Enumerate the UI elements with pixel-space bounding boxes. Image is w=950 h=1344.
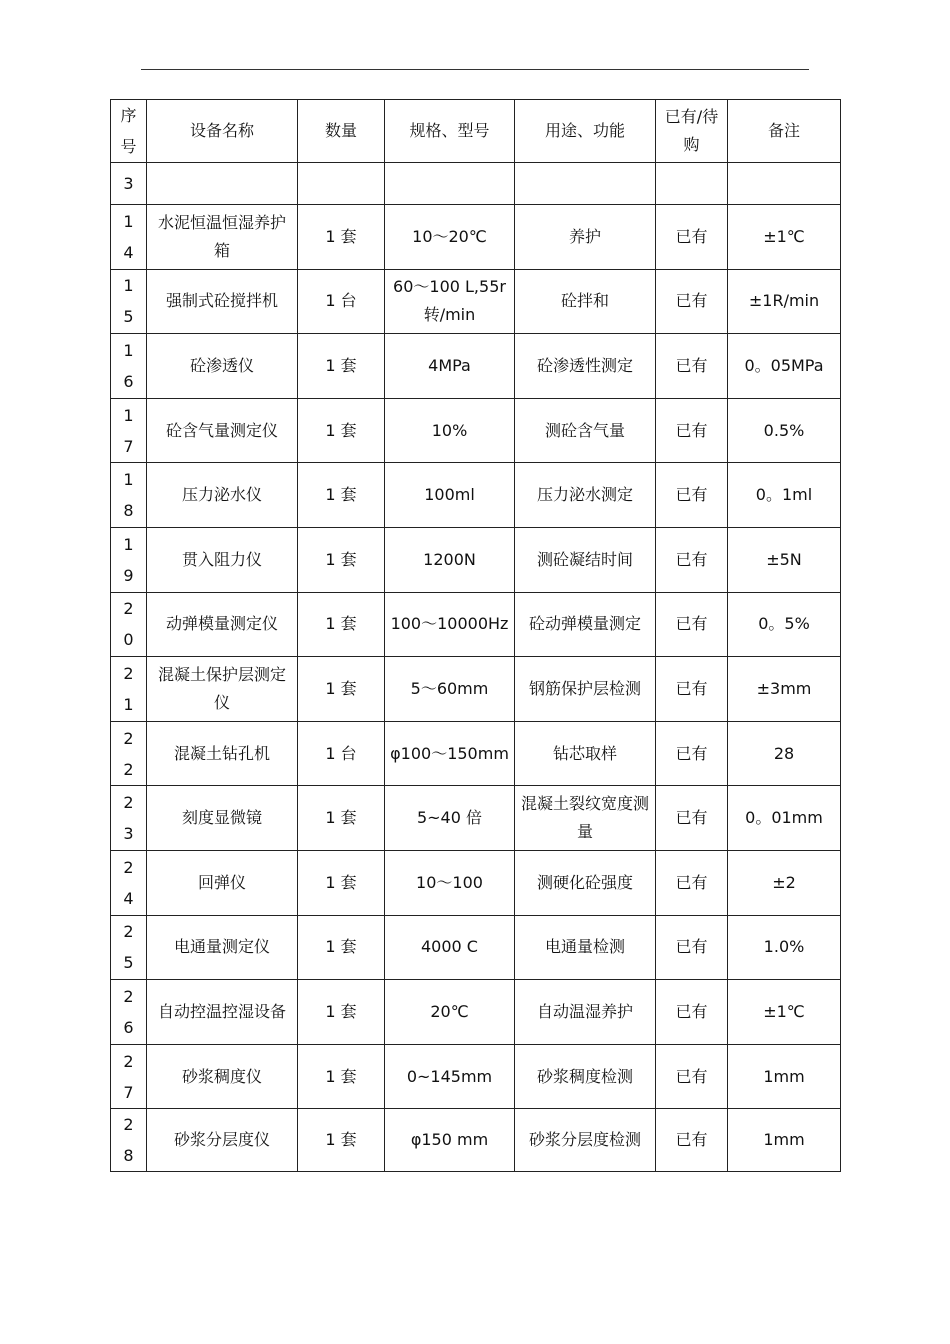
cell-remark: ±2	[728, 850, 841, 915]
cell-usage: 电通量检测	[515, 915, 656, 980]
table-row	[111, 205, 841, 270]
cell-spec: 100～10000Hz	[385, 592, 515, 657]
cell-name: 强制式砼搅拌机	[147, 269, 298, 334]
cell-seq: 27	[111, 1044, 147, 1109]
table-row	[111, 398, 841, 463]
cell-status: 已有	[656, 850, 728, 915]
table-row	[111, 463, 841, 528]
cell-usage: 混凝土裂纹宽度测量	[515, 786, 656, 851]
cell-qty: 1 套	[298, 205, 385, 270]
cell-qty: 1 套	[298, 527, 385, 592]
cell-spec: 4000 C	[385, 915, 515, 980]
cell-remark: ±5N	[728, 527, 841, 592]
cell-seq: 19	[111, 527, 147, 592]
cell-spec: 0~145mm	[385, 1044, 515, 1109]
cell-spec	[385, 163, 515, 205]
cell-spec: φ150 mm	[385, 1109, 515, 1172]
cell-spec: 60～100 L,55r 转/min	[385, 269, 515, 334]
cell-spec: 5～60mm	[385, 657, 515, 722]
cell-seq: 14	[111, 205, 147, 270]
cell-qty: 1 套	[298, 657, 385, 722]
cell-name	[147, 163, 298, 205]
cell-name: 混凝土钻孔机	[147, 721, 298, 786]
cell-seq: 26	[111, 980, 147, 1045]
header-rule	[141, 69, 809, 70]
cell-seq: 28	[111, 1109, 147, 1172]
cell-status: 已有	[656, 915, 728, 980]
cell-usage: 砂浆分层度检测	[515, 1109, 656, 1172]
cell-qty	[298, 163, 385, 205]
cell-seq: 24	[111, 850, 147, 915]
cell-qty: 1 套	[298, 592, 385, 657]
cell-spec: 10～100	[385, 850, 515, 915]
cell-spec: 100ml	[385, 463, 515, 528]
cell-usage: 砼渗透性测定	[515, 334, 656, 399]
cell-qty: 1 套	[298, 915, 385, 980]
cell-status: 已有	[656, 592, 728, 657]
cell-remark	[728, 163, 841, 205]
cell-qty: 1 台	[298, 269, 385, 334]
cell-spec: 4MPa	[385, 334, 515, 399]
cell-name: 压力泌水仪	[147, 463, 298, 528]
cell-status: 已有	[656, 205, 728, 270]
cell-status	[656, 163, 728, 205]
cell-name: 混凝土保护层测定仪	[147, 657, 298, 722]
table-row	[111, 980, 841, 1045]
table-row	[111, 527, 841, 592]
cell-usage: 砼动弹模量测定	[515, 592, 656, 657]
cell-remark: 1mm	[728, 1109, 841, 1172]
cell-spec: 5~40 倍	[385, 786, 515, 851]
header-seq: 序号	[111, 100, 147, 163]
table-row	[111, 334, 841, 399]
cell-seq: 16	[111, 334, 147, 399]
cell-status: 已有	[656, 269, 728, 334]
cell-name: 刻度显微镜	[147, 786, 298, 851]
table-row	[111, 269, 841, 334]
header-qty: 数量	[298, 100, 385, 163]
cell-seq: 18	[111, 463, 147, 528]
cell-status: 已有	[656, 334, 728, 399]
cell-qty: 1 套	[298, 398, 385, 463]
cell-status: 已有	[656, 527, 728, 592]
table-row	[111, 721, 841, 786]
cell-remark: 0。05MPa	[728, 334, 841, 399]
cell-seq: 3	[111, 163, 147, 205]
table-row	[111, 1109, 841, 1172]
cell-usage: 钻芯取样	[515, 721, 656, 786]
table-row	[111, 592, 841, 657]
cell-qty: 1 套	[298, 463, 385, 528]
cell-qty: 1 套	[298, 1109, 385, 1172]
cell-qty: 1 套	[298, 334, 385, 399]
cell-usage: 测砼含气量	[515, 398, 656, 463]
cell-name: 砂浆稠度仪	[147, 1044, 298, 1109]
cell-remark: ±1R/min	[728, 269, 841, 334]
equipment-table	[110, 99, 841, 1172]
cell-spec: 20℃	[385, 980, 515, 1045]
cell-remark: ±3mm	[728, 657, 841, 722]
header-spec: 规格、型号	[385, 100, 515, 163]
cell-usage: 砂浆稠度检测	[515, 1044, 656, 1109]
cell-name: 砼含气量测定仪	[147, 398, 298, 463]
header-remark: 备注	[728, 100, 841, 163]
cell-name: 电通量测定仪	[147, 915, 298, 980]
header-name: 设备名称	[147, 100, 298, 163]
cell-spec: 1200N	[385, 527, 515, 592]
cell-remark: 28	[728, 721, 841, 786]
cell-usage: 压力泌水测定	[515, 463, 656, 528]
cell-usage: 钢筋保护层检测	[515, 657, 656, 722]
cell-remark: 0。5%	[728, 592, 841, 657]
cell-name: 自动控温控湿设备	[147, 980, 298, 1045]
table-row	[111, 915, 841, 980]
cell-name: 砼渗透仪	[147, 334, 298, 399]
cell-status: 已有	[656, 786, 728, 851]
cell-spec: 10～20℃	[385, 205, 515, 270]
cell-usage: 养护	[515, 205, 656, 270]
cell-remark: 0。1ml	[728, 463, 841, 528]
cell-seq: 25	[111, 915, 147, 980]
cell-usage	[515, 163, 656, 205]
header-status: 已有/待购	[656, 100, 728, 163]
cell-usage: 砼拌和	[515, 269, 656, 334]
cell-qty: 1 套	[298, 786, 385, 851]
cell-status: 已有	[656, 721, 728, 786]
cell-seq: 23	[111, 786, 147, 851]
cell-qty: 1 套	[298, 1044, 385, 1109]
table-header-row	[111, 100, 841, 163]
cell-remark: 1.0%	[728, 915, 841, 980]
table-row	[111, 657, 841, 722]
table-row	[111, 1044, 841, 1109]
cell-name: 动弹模量测定仪	[147, 592, 298, 657]
table-row	[111, 850, 841, 915]
cell-usage: 测砼凝结时间	[515, 527, 656, 592]
cell-status: 已有	[656, 463, 728, 528]
cell-remark: 0.5%	[728, 398, 841, 463]
cell-seq: 22	[111, 721, 147, 786]
cell-status: 已有	[656, 657, 728, 722]
cell-name: 水泥恒温恒湿养护箱	[147, 205, 298, 270]
cell-usage: 自动温湿养护	[515, 980, 656, 1045]
cell-seq: 21	[111, 657, 147, 722]
cell-seq: 17	[111, 398, 147, 463]
cell-seq: 15	[111, 269, 147, 334]
cell-status: 已有	[656, 1109, 728, 1172]
cell-name: 回弹仪	[147, 850, 298, 915]
cell-remark: ±1℃	[728, 980, 841, 1045]
cell-qty: 1 套	[298, 980, 385, 1045]
cell-seq: 20	[111, 592, 147, 657]
cell-spec: φ100～150mm	[385, 721, 515, 786]
cell-status: 已有	[656, 1044, 728, 1109]
cell-usage: 测硬化砼强度	[515, 850, 656, 915]
cell-qty: 1 台	[298, 721, 385, 786]
cell-remark: 0。01mm	[728, 786, 841, 851]
cell-name: 砂浆分层度仪	[147, 1109, 298, 1172]
table-row	[111, 163, 841, 205]
cell-name: 贯入阻力仪	[147, 527, 298, 592]
cell-remark: 1mm	[728, 1044, 841, 1109]
cell-remark: ±1℃	[728, 205, 841, 270]
cell-spec: 10%	[385, 398, 515, 463]
cell-status: 已有	[656, 980, 728, 1045]
header-usage: 用途、功能	[515, 100, 656, 163]
table-row	[111, 786, 841, 851]
cell-qty: 1 套	[298, 850, 385, 915]
cell-status: 已有	[656, 398, 728, 463]
